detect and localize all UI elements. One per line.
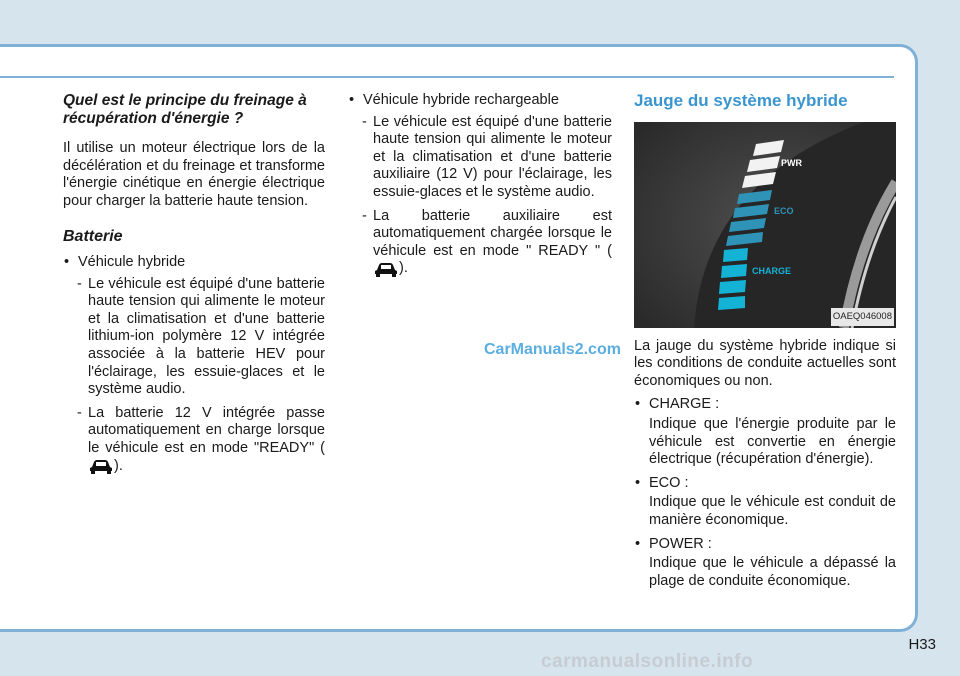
bullet-plugin-hybrid: • Véhicule hybride rechargeable (348, 92, 612, 110)
gauge-eco-label: ECO (774, 205, 794, 216)
section-title: Jauge du système hybride (634, 91, 848, 110)
ready-car-icon (88, 458, 114, 474)
dash-text: La batterie auxiliaire est automatiquement chargée lorsque le véhicule est en mode " READY " (). (373, 207, 612, 277)
dash-text: La batterie 12 V intégrée passe automatiquement en charge lorsque le véhicule est en mode "READY" (). (88, 404, 325, 474)
battery-heading: Batterie (63, 228, 123, 246)
ready-car-icon (373, 261, 399, 277)
dash-item: - La batterie auxiliaire est automatiquement chargée lorsque le véhicule est en mode " READY " (). (362, 207, 612, 277)
dash-item: - La batterie 12 V intégrée passe automatiquement en charge lorsque le véhicule est en mode "READY" (). (77, 404, 325, 474)
page-number: H33 (908, 636, 936, 653)
header-rule (0, 76, 894, 78)
figure-code: OAEQ046008 (831, 308, 894, 326)
gauge-item-text: Indique que le véhicule est conduit de manière économique. (649, 494, 896, 528)
gauge-item-text: Indique que le véhicule a dépassé la plage de conduite économique. (649, 555, 896, 589)
column-left (63, 92, 325, 481)
dash-item: - Le véhicule est équipé d'une batterie haute tension qui alimente le moteur et la climatisation et d'une batterie auxiliaire (12 V) pour l'éclairage, les essuie-glaces et le système audio. (362, 113, 612, 200)
watermark[interactable]: CarManuals2.com (484, 341, 621, 358)
gauge-pwr-label: PWR (781, 157, 802, 168)
gauge-item-label: • CHARGE : (634, 396, 896, 414)
dash-text: Le véhicule est équipé d'une batterie haute tension qui alimente le moteur et la climatisation et d'une batterie auxiliaire (12 V) pour l'éclairage, les essuie-glaces et le système audio. (373, 113, 612, 200)
column-right (634, 92, 896, 596)
intro-paragraph: Il utilise un moteur électrique lors de la décélération et du freinage et transforme l'énergie cinétique en énergie électrique pour charger la batterie haute tension. (63, 140, 325, 209)
gauge-charge-label: CHARGE (752, 265, 792, 276)
hybrid-gauge-illustration (634, 122, 896, 328)
column-middle (348, 92, 612, 284)
question-heading: Quel est le principe du freinage à récupération d'énergie ? (63, 92, 307, 127)
footer-watermark[interactable]: carmanualsonline.info (541, 651, 754, 672)
bullet-hybrid: • Véhicule hybride (63, 254, 325, 272)
gauge-item-label: • POWER : (634, 536, 896, 554)
dash-text: Le véhicule est équipé d'une batterie haute tension qui alimente le moteur et la climatisation et d'une batterie lithium-ion polymère 12 V intégrée associée à la batterie HEV pour l'éclairage, les essuie-glaces et le système audio. (88, 275, 325, 398)
gauge-item-text: Indique que l'énergie produite par le véhicule est convertie en énergie électrique (récupération d'énergie). (649, 415, 896, 468)
gauge-item-label: • ECO : (634, 475, 896, 493)
gauge-figure (634, 122, 896, 328)
dash-item: - Le véhicule est équipé d'une batterie haute tension qui alimente le moteur et la climatisation et d'une batterie lithium-ion polymère 12 V intégrée associée à la batterie HEV pour l'éclairage, les essuie-glaces et le système audio. (77, 275, 325, 398)
gauge-description: La jauge du système hybride indique si les conditions de conduite actuelles sont économiques ou non. (634, 337, 896, 389)
